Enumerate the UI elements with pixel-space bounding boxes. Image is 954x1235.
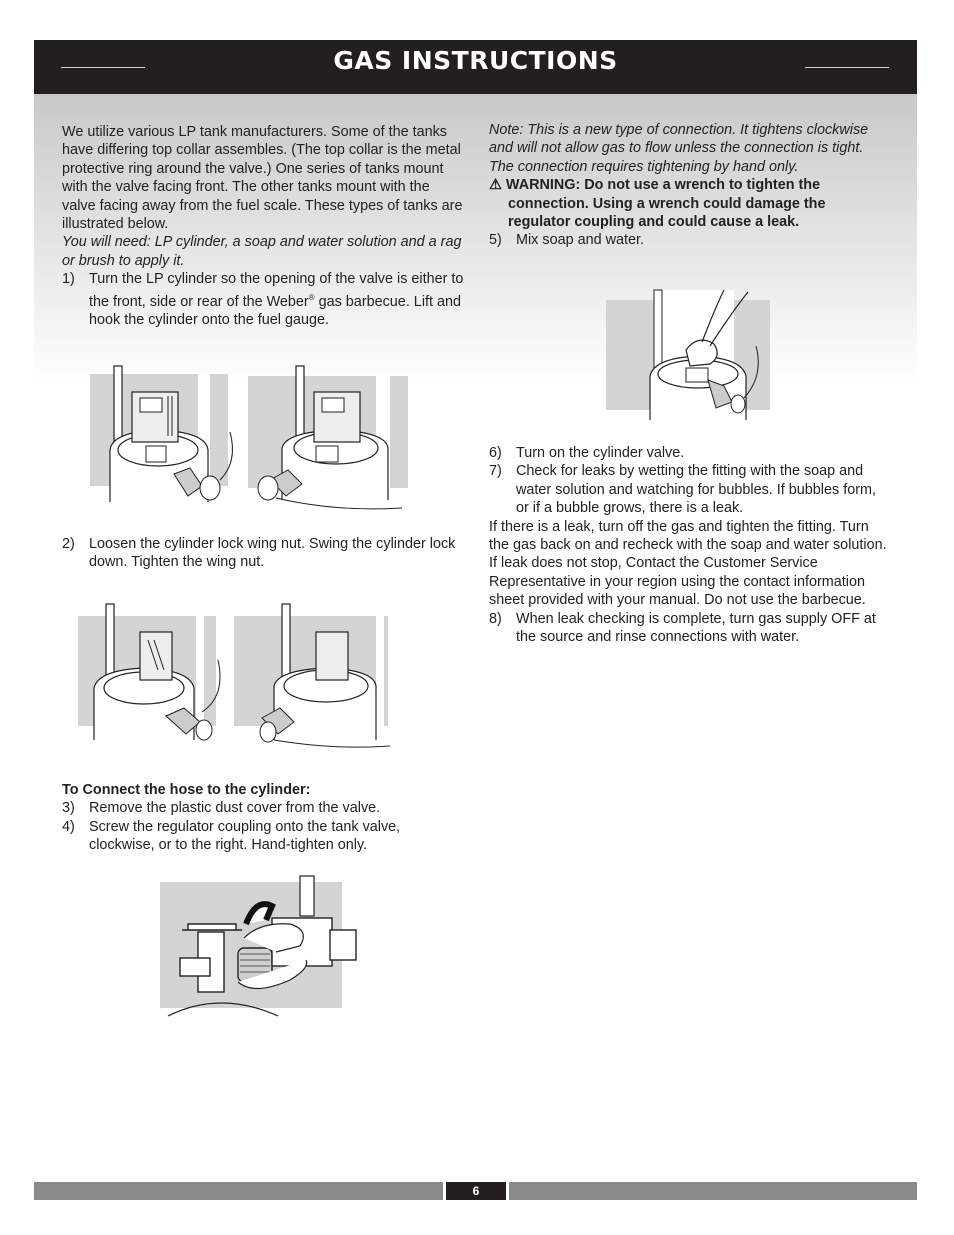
step-3-text: Remove the plastic dust cover from the valve. [89, 800, 381, 817]
tank-lock-side-icon [234, 604, 390, 747]
step-3-number: 3) [62, 800, 75, 817]
step-8-number: 8) [489, 610, 502, 627]
step-1-number: 1) [62, 271, 75, 288]
leak-paragraph-1: If there is a leak, turn off the gas and tighten the fitting. Turn the gas back on and recheck with the soap and water solution. [489, 518, 887, 554]
step-1-text-b: gas barbecue. Lift and hook the cylinder onto the fuel gauge. [89, 293, 462, 328]
leak-paragraph-2: If leak does not stop, Contact the Customer Service Representative in your region using the contact information sheet provided with your manual. Do not use the barbecue. [489, 555, 866, 609]
tank-lock-front-icon [78, 604, 220, 740]
step-1-text-a: Turn the LP cylinder so the opening of the valve is either to the front, side or rear of the Weber [89, 271, 464, 310]
tank-mount-illustration-1 [88, 362, 410, 514]
footer-bar-left [34, 1182, 443, 1200]
header-rule-right [805, 67, 889, 68]
left-column-top [62, 123, 464, 329]
step-4-number: 4) [62, 818, 75, 835]
step-6-text: Turn on the cylinder valve. [516, 445, 685, 461]
step-7-number: 7) [489, 463, 502, 480]
step-4 [62, 818, 464, 855]
left-column-connect [62, 781, 464, 855]
step-3 [62, 799, 464, 817]
step-7 [489, 462, 891, 517]
step-7-text: Check for leaks by wetting the fitting with the soap and water solution and watching for bubbles. If bubbles form, or if a bubble grows, there is a leak. [516, 463, 876, 517]
leak-check-illustration [606, 286, 772, 422]
step-8-text: When leak checking is complete, turn gas supply OFF at the source and rinse connections with water. [516, 610, 876, 646]
registered-mark: ® [308, 292, 315, 302]
warning-text: WARNING: Do not use a wrench to tighten the connection. Using a wrench could damage the regulator coupling and could cause a leak. [501, 177, 826, 231]
right-column-top [489, 121, 891, 250]
connect-heading: To Connect the hose to the cylinder: [62, 782, 311, 798]
step-5-number: 5) [489, 232, 502, 249]
step-6 [489, 444, 891, 462]
note-paragraph: Note: This is a new type of connection. It tightens clockwise and will not allow gas to flow unless the connection is tight. The connection requires tightening by hand only. [489, 122, 869, 175]
right-column-steps [489, 444, 891, 646]
step-5 [489, 231, 891, 249]
step-1 [62, 270, 464, 329]
step-2-text: Loosen the cylinder lock wing nut. Swing the cylinder lock down. Tighten the wing nut. [89, 536, 456, 571]
step-8 [489, 610, 891, 647]
page-number: 6 [446, 1182, 506, 1200]
tank-lock-illustration [78, 600, 390, 750]
warning-triangle-icon: ⚠ [489, 177, 502, 194]
step-4-text: Screw the regulator coupling onto the tank valve, clockwise, or to the right. Hand-tighten only. [89, 818, 401, 854]
need-paragraph: You will need: LP cylinder, a soap and water solution and a rag or brush to apply it. [62, 234, 462, 269]
page-title: GAS INSTRUCTIONS [333, 46, 618, 75]
step-6-number: 6) [489, 445, 502, 461]
tank-front-facing-icon [90, 366, 232, 502]
step-2 [62, 535, 464, 572]
tank-side-facing-icon [248, 366, 408, 509]
page-header [34, 40, 917, 94]
step-2-number: 2) [62, 536, 75, 552]
intro-paragraph: We utilize various LP tank manufacturers. Some of the tanks have differing top collar assembles. (The top collar is the metal protective ring around the valve.) One series of tanks mount with the valve facing front. The other tanks mount with the valve facing away from the fuel scale. These types of tanks are illustrated below. [62, 124, 463, 233]
footer-bar-right [509, 1182, 917, 1200]
warning-paragraph [489, 176, 891, 231]
hand-tighten-coupling-illustration [160, 872, 360, 1018]
left-column-step2 [62, 535, 464, 572]
step-5-text: Mix soap and water. [516, 232, 644, 249]
